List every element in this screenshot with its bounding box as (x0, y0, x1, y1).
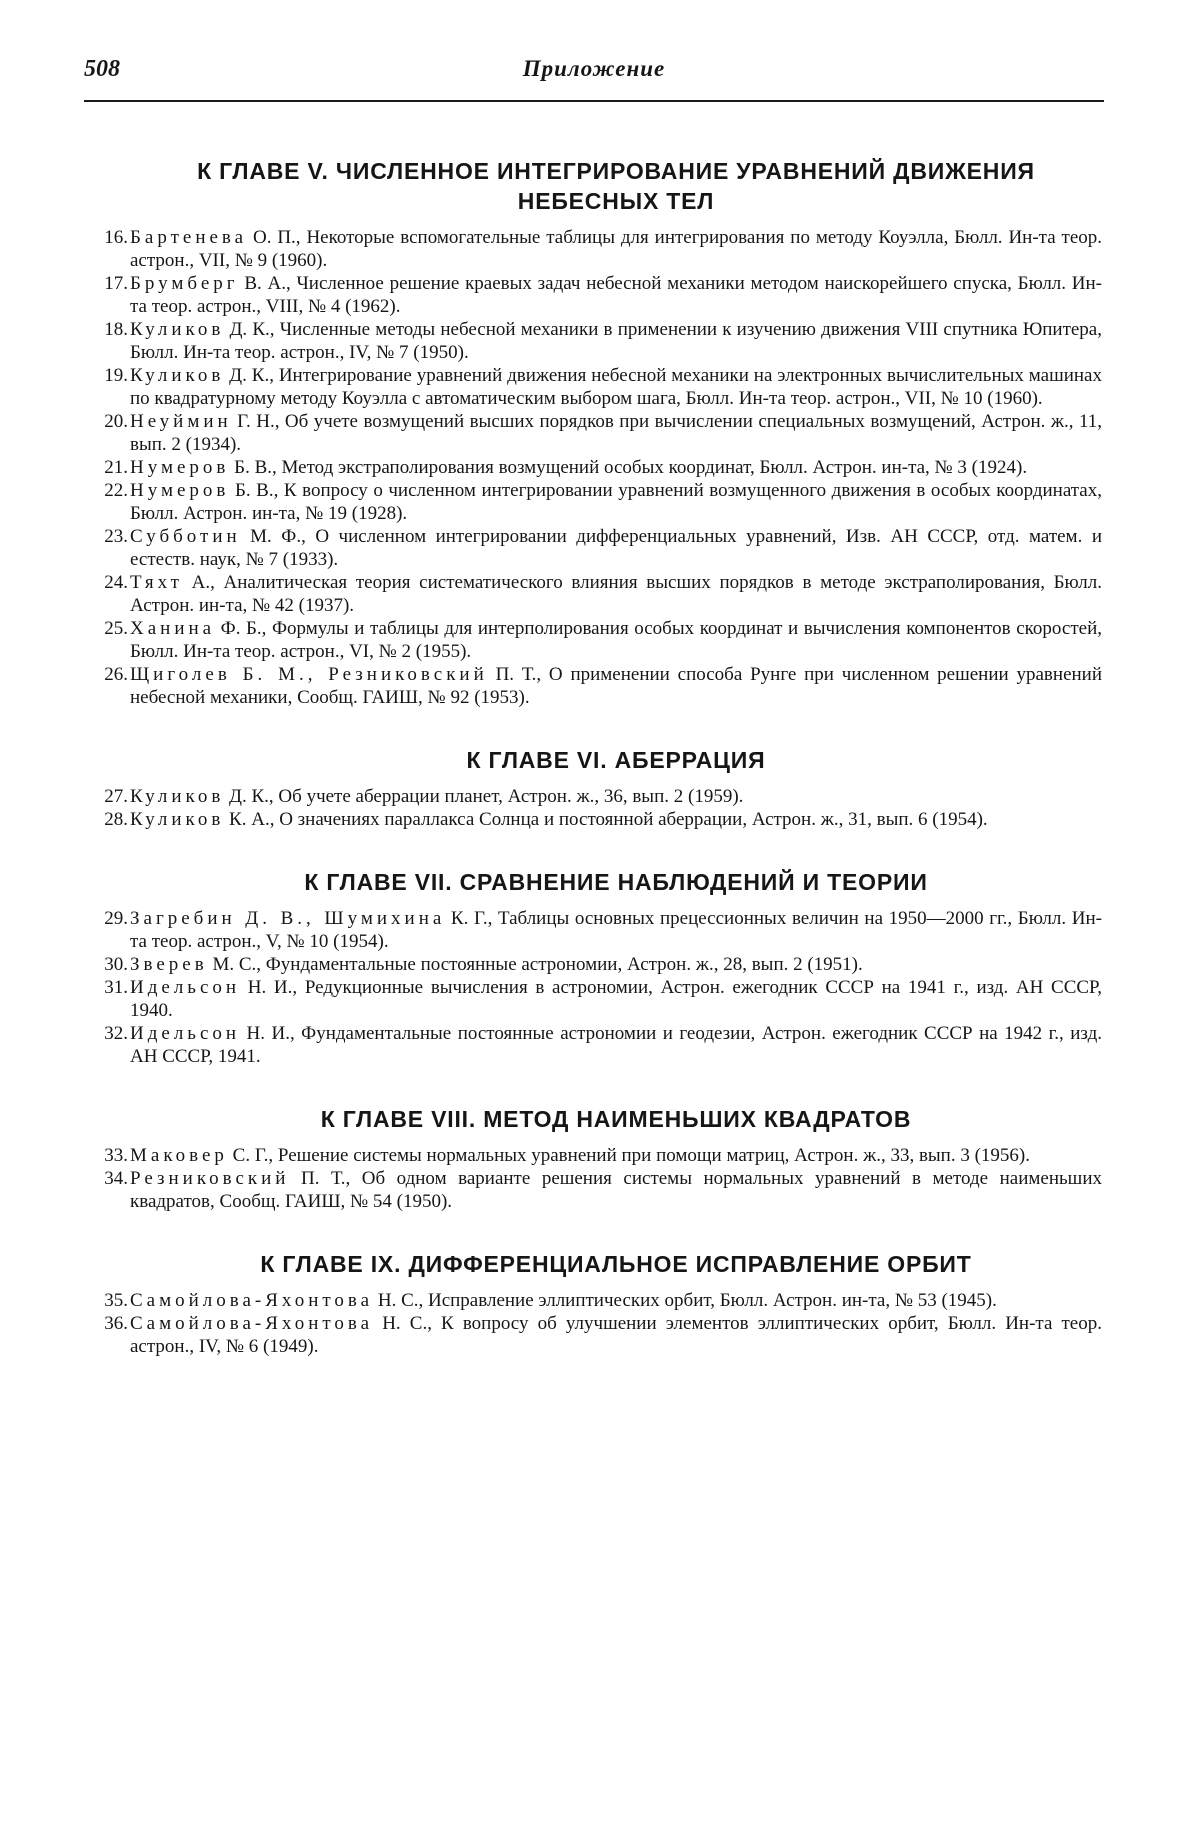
chapter-section (104, 156, 1103, 709)
reference-number: 25. (104, 618, 128, 639)
chapter-section (104, 1249, 1102, 1358)
reference-list (104, 907, 1102, 1068)
chapter-section (104, 745, 1102, 831)
references-content (104, 156, 1103, 1358)
reference-text: Д. К., Об учете аберрации планет, Астрон. ж., 36, вып. 2 (1959). (224, 786, 744, 807)
reference-item (104, 456, 1102, 479)
reference-item (104, 953, 1102, 976)
reference-number: 34. (104, 1168, 128, 1189)
reference-number: 16. (104, 227, 128, 248)
reference-item (104, 1144, 1102, 1167)
reference-item (104, 663, 1103, 709)
chapter-heading: К ГЛАВЕ VI. АБЕРРАЦИЯ (466, 747, 766, 773)
reference-author: Самойлова-Яхонтова (130, 1290, 374, 1311)
reference-text: В. А., Численное решение краевых задач небесной механики методом наискорейшего спуска, Бюлл. Ин-та теор. астрон., VIII, № 4 (1962). (130, 273, 1102, 317)
reference-item (104, 907, 1102, 953)
reference-text: Н. И., Фундаментальные постоянные астрономии и геодезии, Астрон. ежегодник СССР на 1942 г., изд. АН СССР, 1941. (130, 1023, 1102, 1067)
reference-author: Щиголев Б. М., Резниковский (130, 664, 488, 685)
reference-item (104, 479, 1102, 525)
reference-author: Тяхт (130, 572, 183, 593)
reference-item (104, 1022, 1102, 1068)
reference-item (104, 808, 1102, 831)
reference-list (104, 1289, 1102, 1358)
reference-number: 28. (104, 809, 128, 830)
reference-item (104, 1289, 1102, 1312)
header-rule (84, 100, 1104, 102)
running-head (84, 56, 1104, 96)
reference-author: Нумеров (130, 480, 230, 501)
reference-number: 35. (104, 1290, 128, 1311)
reference-number: 31. (104, 977, 128, 998)
reference-number: 29. (104, 908, 128, 929)
reference-author: Субботин (130, 526, 241, 547)
reference-text: Ф. Б., Формулы и таблицы для интерполирования особых координат и вычисления компонентов скоростей, Бюлл. Ин-та теор. астрон., VI, № 2 (1955). (130, 618, 1102, 662)
reference-number: 23. (104, 526, 128, 547)
reference-text: Н. И., Редукционные вычисления в астрономии, Астрон. ежегодник СССР на 1941 г., изд. АН СССР, 1940. (130, 977, 1102, 1021)
reference-text: Д. К., Интегрирование уравнений движения небесной механики на электронных вычислительных машинах по квадратурному методу Коуэлла с автоматическим выбором шага, Бюлл. Ин-та теор. астрон., VII, № 10 (1960). (130, 365, 1102, 409)
reference-item (104, 1312, 1102, 1358)
reference-number: 21. (104, 457, 128, 478)
reference-author: Самойлова-Яхонтова (130, 1313, 374, 1334)
reference-text: Б. В., К вопросу о численном интегрировании уравнений возмущенного движения в особых координатах, Бюлл. Астрон. ин-та, № 19 (1928). (130, 480, 1102, 524)
reference-list (104, 226, 1103, 709)
reference-item (104, 1167, 1102, 1213)
reference-text: М. Ф., О численном интегрировании дифференциальных уравнений, Изв. АН СССР, отд. матем. и естеств. наук, № 7 (1933). (130, 526, 1102, 570)
reference-text: М. С., Фундаментальные постоянные астрономии, Астрон. ж., 28, вып. 2 (1951). (207, 954, 863, 975)
reference-number: 33. (104, 1145, 128, 1166)
reference-list (104, 785, 1102, 831)
reference-text: Н. С., Исправление эллиптических орбит, Бюлл. Астрон. ин-та, № 53 (1945). (373, 1290, 997, 1311)
reference-author: Куликов (130, 319, 225, 340)
reference-author: Ханина (130, 618, 216, 639)
reference-item (104, 976, 1102, 1022)
reference-item (104, 226, 1102, 272)
reference-author: Куликов (130, 365, 225, 386)
reference-author: Идельсон (130, 1023, 241, 1044)
chapter-heading: К ГЛАВЕ IX. ДИФФЕРЕНЦИАЛЬНОЕ ИСПРАВЛЕНИЕ ОРБИТ (260, 1251, 972, 1277)
reference-number: 32. (104, 1023, 128, 1044)
reference-text: Н. С., К вопросу об улучшении элементов эллиптических орбит, Бюлл. Ин-та теор. астрон., IV, № 6 (1949). (130, 1313, 1102, 1357)
page-number: 508 (84, 56, 120, 82)
reference-text: С. Г., Решение системы нормальных уравнений при помощи матриц, Астрон. ж., 33, вып. 3 (1956). (227, 1145, 1031, 1166)
reference-item (104, 364, 1102, 410)
reference-text: К. А., О значениях параллакса Солнца и постоянной аберрации, Астрон. ж., 31, вып. 6 (1954). (224, 809, 988, 830)
reference-item (104, 525, 1102, 571)
reference-author: Маковер (130, 1145, 228, 1166)
chapter-heading: К ГЛАВЕ VIII. МЕТОД НАИМЕНЬШИХ КВАДРАТОВ (320, 1106, 912, 1132)
reference-number: 24. (104, 572, 128, 593)
reference-number: 19. (104, 365, 128, 386)
reference-text: П. Т., Об одном варианте решения системы нормальных уравнений в методе наименьших квадратов, Сообщ. ГАИШ, № 54 (1950). (130, 1168, 1102, 1212)
reference-number: 26. (104, 664, 128, 685)
reference-text: П. Т., О применении способа Рунге при численном решении уравнений небесной механики, Сообщ. ГАИШ, № 92 (1953). (130, 664, 1103, 708)
reference-item (104, 318, 1102, 364)
reference-text: Б. В., Метод экстраполирования возмущений особых координат, Бюлл. Астрон. ин-та, № 3 (1924). (229, 457, 1028, 478)
reference-list (104, 1144, 1102, 1213)
chapter-section (104, 1104, 1102, 1213)
reference-number: 18. (104, 319, 128, 340)
reference-number: 36. (104, 1313, 128, 1334)
reference-number: 30. (104, 954, 128, 975)
reference-text: Д. К., Численные методы небесной механики в применении к изучению движения VIII спутника Юпитера, Бюлл. Ин-та теор. астрон., IV, № 7 (1950). (130, 319, 1102, 363)
reference-text: Г. Н., Об учете возмущений высших порядков при вычислении специальных возмущений, Астрон. ж., 11, вып. 2 (1934). (130, 411, 1102, 455)
reference-item (104, 571, 1102, 617)
reference-author: Куликов (130, 786, 225, 807)
reference-item (104, 785, 1102, 808)
reference-author: Идельсон (130, 977, 241, 998)
reference-author: Резниковский (130, 1168, 290, 1189)
reference-author: Зверев (130, 954, 208, 975)
reference-number: 22. (104, 480, 128, 501)
running-title: Приложение (522, 56, 666, 81)
reference-author: Брумберг (130, 273, 239, 294)
chapter-section (104, 867, 1102, 1068)
reference-item (104, 617, 1102, 663)
chapter-heading: К ГЛАВЕ V. ЧИСЛЕННОЕ ИНТЕГРИРОВАНИЕ УРАВНЕНИЙ ДВИЖЕНИЯ НЕБЕСНЫХ ТЕЛ (197, 158, 1035, 214)
reference-text: О. П., Некоторые вспомогательные таблицы для интегрирования по методу Коуэлла, Бюлл. Ин-та теор. астрон., VII, № 9 (1960). (130, 227, 1102, 271)
reference-number: 20. (104, 411, 128, 432)
reference-item (104, 410, 1102, 456)
reference-author: Загребин Д. В., Шумихина (130, 908, 446, 929)
reference-number: 27. (104, 786, 128, 807)
reference-author: Бартенева (130, 227, 248, 248)
reference-text: К. Г., Таблицы основных прецессионных величин на 1950—2000 гг., Бюлл. Ин-та теор. астрон., V, № 10 (1954). (130, 908, 1102, 952)
reference-author: Неуймин (130, 411, 232, 432)
reference-text: А., Аналитическая теория систематического влияния высших порядков в методе экстраполирования, Бюлл. Астрон. ин-та, № 42 (1937). (130, 572, 1102, 616)
reference-author: Куликов (130, 809, 225, 830)
reference-author: Нумеров (130, 457, 230, 478)
chapter-heading: К ГЛАВЕ VII. СРАВНЕНИЕ НАБЛЮДЕНИЙ И ТЕОРИИ (304, 869, 928, 895)
reference-item (104, 272, 1102, 318)
reference-number: 17. (104, 273, 128, 294)
